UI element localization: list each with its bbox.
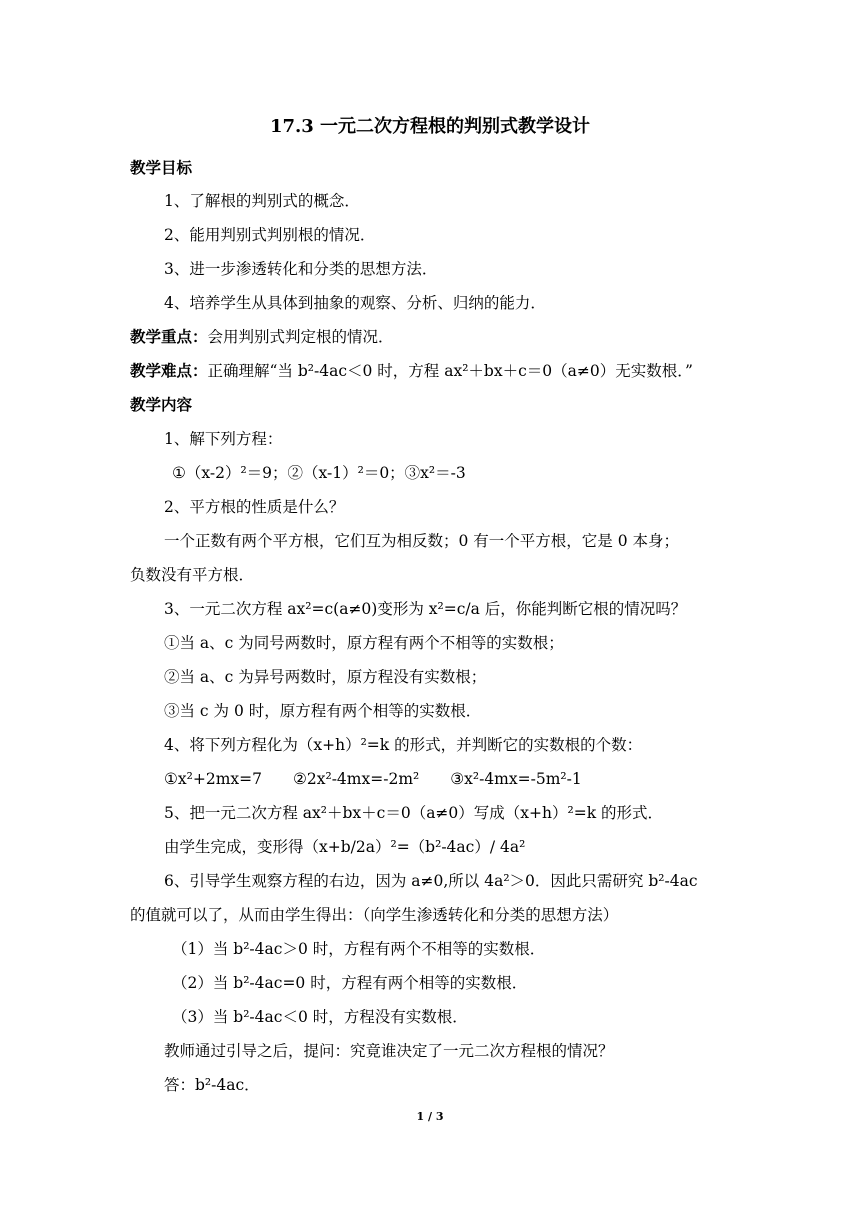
goal-item: 3、进一步渗透转化和分类的思想方法．: [164, 260, 438, 278]
content-paragraph: 3、一元二次方程 ax²=c(a≠0)变形为 x²=c/a 后，你能判断它根的情况吗？: [164, 600, 687, 618]
content-equations: ①x²+2mx=7 ②2x²-4mx=-2m² ③x²-4mx=-5m²-1: [164, 770, 582, 788]
content-paragraph: 2、平方根的性质是什么？: [164, 498, 345, 516]
content-paragraph: 6、引导学生观察方程的右边，因为 a≠0,所以 4a²＞0．因此只需研究 b²-4ac: [164, 872, 698, 890]
content-paragraph: 的值就可以了，从而由学生得出：（向学生渗透转化和分类的思想方法）: [130, 906, 619, 924]
content-paragraph: 负数没有平方根．: [130, 566, 255, 584]
content-paragraph: ③当 c 为 0 时，原方程有两个相等的实数根．: [164, 702, 482, 720]
content-paragraph: ①当 a、c 为同号两数时，原方程有两个不相等的实数根；: [164, 634, 564, 652]
content-paragraph: ②当 a、c 为异号两数时，原方程没有实数根；: [164, 668, 487, 686]
content-equations: ①（x-2）²＝9；②（x-1）²＝0；③x²＝-3: [172, 464, 466, 482]
document-title: 17.3 一元二次方程根的判别式教学设计: [269, 116, 591, 137]
content-paragraph: 一个正数有两个平方根，它们互为相反数；0 有一个平方根，它是 0 本身；: [164, 532, 680, 550]
content-case: （2）当 b²-4ac=0 时，方程有两个相等的实数根．: [172, 974, 528, 992]
content-paragraph: 5、把一元二次方程 ax²＋bx＋c＝0（a≠0）写成（x+h）²=k 的形式．: [164, 804, 664, 822]
content-answer: 答：b²-4ac．: [164, 1076, 260, 1094]
goal-item: 1、了解根的判别式的概念．: [164, 192, 360, 210]
content-paragraph: 1、解下列方程：: [164, 430, 283, 448]
page-number: 1 / 3: [416, 1110, 444, 1123]
goal-item: 4、培养学生从具体到抽象的观察、分析、归纳的能力．: [164, 294, 546, 312]
difficulty-line: [130, 360, 740, 382]
key-point-label: 教学重点：: [130, 327, 208, 346]
difficulty-label: 教学难点：: [130, 361, 208, 380]
key-point-text: 会用判别式判定根的情况．: [207, 328, 394, 346]
content-case: （1）当 b²-4ac＞0 时，方程有两个不相等的实数根．: [172, 940, 546, 958]
heading-teaching-content: 教学内容: [130, 395, 193, 414]
heading-teaching-goals: 教学目标: [130, 158, 193, 177]
goal-item: 2、能用判别式判别根的情况．: [164, 226, 376, 244]
content-case: （3）当 b²-4ac＜0 时，方程没有实数根．: [172, 1008, 468, 1026]
content-paragraph: 4、将下列方程化为（x+h）²=k 的形式，并判断它的实数根的个数：: [164, 736, 643, 754]
difficulty-text: 正确理解“当 b²-4ac＜0 时，方程 ax²＋bx＋c＝0（a≠0）无实数根．”: [207, 362, 693, 380]
key-point-line: [130, 326, 740, 348]
content-paragraph: 教师通过引导之后，提问：究竟谁决定了一元二次方程根的情况？: [164, 1042, 614, 1060]
content-paragraph: 由学生完成，变形得（x+b/2a）²=（b²-4ac）/ 4a²: [164, 838, 526, 856]
